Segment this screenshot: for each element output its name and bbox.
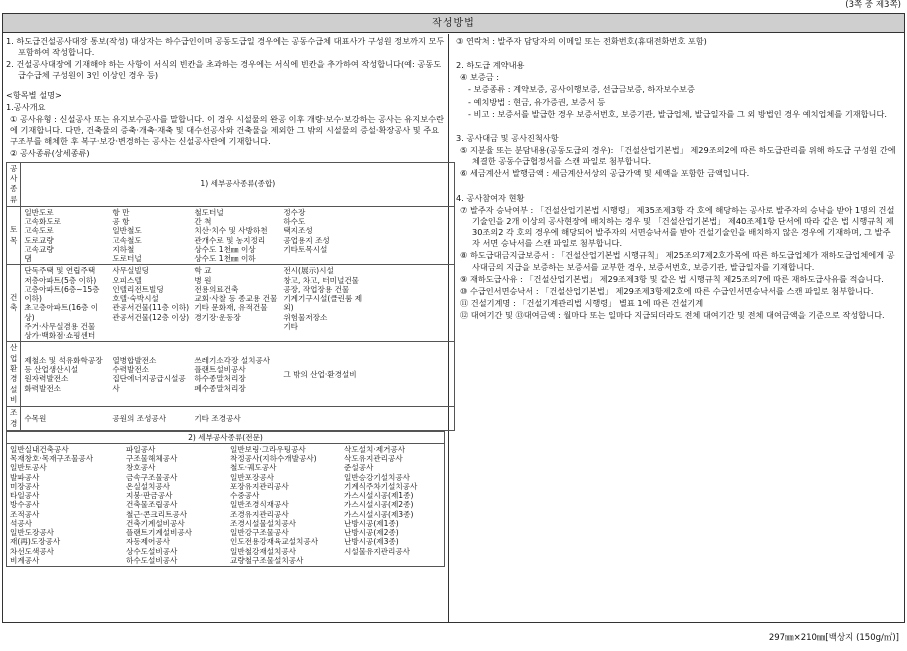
construction-item: 창고, 차고, 터미널건물 bbox=[283, 275, 360, 285]
item-column bbox=[283, 370, 365, 379]
construction-item: 기타 조경공사 bbox=[194, 413, 241, 423]
construction-item: 택지조성 bbox=[283, 226, 313, 236]
construction-item: 공장, 작업장용 건물 bbox=[283, 284, 350, 294]
item-11-machine-name: ⑪ 건설기계명 : 「건설기계관리법 시행령」 별표 1에 따른 건설기계 bbox=[460, 297, 704, 308]
specialty-item: 기계식주차기설치공사 bbox=[344, 481, 418, 491]
item-8-payment-guarantee: ⑧ 하도급대금지급보증서 : 「건설산업기본법 시행규칙」 제25조의7제2호가목에 따른 하도급업체가 재하도급업체에게 공사대금의 지급을 보증하는 보증서를 교부한 경우, 보증서번호, 보증기관, 발급일자를 기재합니다. bbox=[460, 250, 895, 272]
item-column bbox=[24, 356, 108, 393]
construction-item: 관공서건물(12층 이상) bbox=[112, 312, 190, 322]
specialty-item: 포장유지관리공사 bbox=[230, 481, 289, 491]
row-items bbox=[24, 208, 451, 264]
item-column bbox=[369, 266, 451, 340]
specialty-item: 난방시공(제3종) bbox=[344, 537, 399, 547]
specialty-item: 일반보링·그라우팅공사 bbox=[230, 444, 306, 454]
row-label: 토목 bbox=[7, 206, 21, 265]
specialty-item: 인도전용강재육교설치공사 bbox=[230, 537, 319, 547]
section-1-heading: 1.공사개요 bbox=[6, 101, 46, 112]
table1-row bbox=[7, 407, 455, 431]
item-column bbox=[194, 266, 279, 340]
specialty-column bbox=[126, 445, 226, 565]
specialty-item: 철도·궤도공사 bbox=[230, 463, 277, 473]
construction-item: 공 항 bbox=[112, 217, 130, 227]
specialty-item: 재(再)도장공사 bbox=[10, 537, 61, 547]
item-column bbox=[112, 356, 190, 393]
construction-item: 고속화도로 bbox=[24, 217, 62, 227]
construction-item: 관공서건물(11층 이하) bbox=[112, 303, 190, 313]
construction-item: 기타토목시설 bbox=[283, 244, 328, 254]
item-1-construction-type: ① 공사유형 : 신설공사 또는 유지보수공사를 말합니다. 이 경우 시설물의 완공 이후 개량·보수·보강하는 공사는 유지보수란에 기재합니다. 다만, 건축물의 증축·개축·재축 및 대수선공사와 건축물을 제외한 그 밖의 시설물의 증설·확장공사 및 주요구조부를 해체한 후 복구·보강·변경하는 공사는 신설공사란에 기재합니다. bbox=[10, 113, 444, 147]
construction-item: 수목원 bbox=[24, 413, 47, 423]
construction-item: 간 척 bbox=[194, 217, 212, 227]
specialty-item: 일반강구조물공사 bbox=[230, 528, 289, 538]
construction-item: 집단에너지공급시설공사 bbox=[112, 374, 186, 393]
construction-item: 공업용지 조성 bbox=[283, 235, 330, 245]
construction-item: 기타 문화재, 유적건물 bbox=[194, 303, 268, 313]
construction-item: 학 교 bbox=[194, 266, 212, 276]
specialty-item: 준설공사 bbox=[344, 463, 374, 473]
note-1: 1. 하도급건설공사대장 통보(작성) 대상자는 하수급인이며 공동도급일 경우에는 공동수급체 대표사가 구성원 정보까지 모두 포함하여 작성합니다. bbox=[6, 36, 445, 58]
specialty-grid bbox=[10, 445, 441, 565]
item-3-contact: ③ 연락처 : 발주자 담당자의 이메일 또는 전화번호(휴대전화번호 포함) bbox=[456, 36, 707, 46]
general-construction-table bbox=[6, 162, 455, 431]
specialty-item: 타일공사 bbox=[10, 491, 40, 501]
construction-item: 도로교량 bbox=[24, 235, 54, 245]
construction-item: 일반도로 bbox=[24, 207, 54, 217]
specialty-item: 지붕·판금공사 bbox=[126, 491, 173, 501]
construction-item: 지하철 bbox=[112, 244, 135, 254]
construction-item: 일반철도 bbox=[112, 226, 142, 236]
specialty-item: 파일공사 bbox=[126, 444, 156, 454]
construction-item: 교회·사찰 등 종교용 건물 bbox=[194, 294, 278, 304]
specialty-item: 건축물조립공사 bbox=[126, 500, 178, 510]
item-column bbox=[112, 414, 190, 423]
item-column bbox=[369, 414, 451, 423]
item-6-invoice: ⑥ 세금계산서 발행금액 : 세금계산서상의 공급가액 및 세액을 포함한 금액입니다. bbox=[460, 168, 750, 179]
construction-item: 쓰레기소각장 설치공사 bbox=[194, 355, 271, 365]
construction-item: 고속교량 bbox=[24, 244, 54, 254]
row-label: 산업 환경 설비 bbox=[7, 342, 21, 407]
item-column bbox=[283, 208, 365, 264]
specialty-item: 미장공사 bbox=[10, 481, 40, 491]
section-3-heading: 3. 공사대금 및 공사진척사항 bbox=[456, 132, 559, 143]
construction-item: 호텔·숙박시설 bbox=[112, 294, 159, 304]
specialty-item: 건축기계설비공사 bbox=[126, 518, 185, 528]
construction-item: 저층아파트(5층 이하) bbox=[24, 275, 97, 285]
specialty-item: 일반실내건축공사 bbox=[10, 444, 69, 454]
item-column bbox=[369, 208, 451, 264]
specialty-item: 일반승강기설치공사 bbox=[344, 472, 411, 482]
col-label: 공사 종류 bbox=[7, 162, 21, 206]
item-column bbox=[283, 414, 365, 423]
construction-item: 전용의료건축 bbox=[194, 284, 239, 294]
construction-item: 기계기구시설(클린룸 제외) bbox=[283, 294, 363, 313]
item-column bbox=[112, 266, 190, 340]
item-2-construction-kind: ② 공사종류(상세종류) bbox=[10, 148, 90, 159]
page-number: (3쪽 중 제3쪽) bbox=[845, 0, 901, 10]
construction-item: 초고층아파트(16층 이상) bbox=[24, 303, 99, 322]
specialty-item: 플랜트기계설비공사 bbox=[126, 528, 193, 538]
item-4-deposit: ④ 보증금 : bbox=[460, 72, 500, 83]
specialty-item: 가스시설시공(제2종) bbox=[344, 500, 414, 510]
item-heading: <항목별 설명> bbox=[6, 89, 62, 100]
construction-item: 인텔리전트빌딩 bbox=[112, 284, 164, 294]
specialty-item: 구조물해체공사 bbox=[126, 454, 178, 464]
section-2-heading: 2. 하도급 계약내용 bbox=[456, 60, 525, 71]
specialty-item: 수중공사 bbox=[230, 491, 260, 501]
specialty-item: 교량철구조물설치공사 bbox=[230, 555, 304, 565]
item-column bbox=[24, 266, 108, 340]
construction-item: 사무실빌딩 bbox=[112, 266, 150, 276]
section-4-heading: 4. 공사참여자 현황 bbox=[456, 192, 525, 203]
construction-item: 상가·백화점·쇼핑센터 bbox=[24, 331, 96, 341]
construction-item: 폐수종말처리장 bbox=[194, 383, 246, 393]
row-items bbox=[24, 356, 451, 393]
item-column bbox=[112, 208, 190, 264]
specialty-item: 시설물유지관리공사 bbox=[344, 546, 411, 556]
item-column bbox=[369, 356, 451, 393]
construction-item: 하수종말처리장 bbox=[194, 374, 246, 384]
row-items bbox=[24, 414, 451, 423]
table1-row bbox=[7, 342, 455, 407]
specialty-item: 삭도유지관리공사 bbox=[344, 454, 403, 464]
construction-item: 열병합발전소 bbox=[112, 355, 157, 365]
item-column bbox=[194, 208, 279, 264]
specialty-item: 가스시설시공(제3종) bbox=[344, 509, 414, 519]
specialty-item: 차선도색공사 bbox=[10, 546, 55, 556]
item-9-resubcontract-reason: ⑨ 재하도급사유 : 「건설산업기본법」 제29조제3항 및 같은 법 시행규칙 제25조의7에 따른 재하도급사유를 적습니다. bbox=[460, 273, 884, 284]
item-column bbox=[194, 356, 279, 393]
specialty-item: 일반철강재설치공사 bbox=[230, 546, 297, 556]
construction-item: 오피스텔 bbox=[112, 275, 142, 285]
table1-row bbox=[7, 206, 455, 265]
specialty-item: 석공사 bbox=[10, 518, 33, 528]
construction-item: 철도터널 bbox=[194, 207, 224, 217]
construction-item: 하수도 bbox=[283, 217, 306, 227]
construction-item: 관개수로 및 농지정리 bbox=[194, 235, 266, 245]
specialty-item: 삭도설치·제거공사 bbox=[344, 444, 406, 454]
construction-item: 원자력발전소 bbox=[24, 374, 69, 384]
construction-item: 고속철도 bbox=[112, 235, 142, 245]
construction-item: 제철소 및 석유화학공장 등 산업생산시설 bbox=[24, 355, 103, 374]
construction-item: 플랜트설비공사 bbox=[194, 365, 246, 374]
construction-item: 위험물저장소 bbox=[283, 312, 328, 322]
item-column bbox=[24, 414, 108, 423]
item-7-approval: ⑦ 발주자 승낙여부 : 「건설산업기본법 시행령」 제35조제3항 각 호에 해당하는 공사로 발주자의 승낙을 받아 1명의 건설기술인을 2개 이상의 공사현장에 배치하는 경우 및 「건설산업기본법」 제40조제1항 단서에 따라 같은 법 시행규칙 제30조의2 각 호의 경우에 해당되어 발주자의 서면승낙서를 받아 건설기술인을 배치하지 않은 경우에 기재하며, 그 발주자 서면 승낙서를 스캔 파일로 첨부합니다. bbox=[460, 204, 895, 249]
specialty-item: 착정공사(지하수개발공사) bbox=[230, 454, 317, 464]
paper-spec: 297㎜×210㎜[백상지 (150g/㎡)] bbox=[768, 633, 899, 644]
left-column bbox=[3, 34, 449, 622]
specialty-item: 자동제어공사 bbox=[126, 537, 171, 547]
construction-item: 주거·사무실겸용 건물 bbox=[24, 321, 96, 331]
item-column bbox=[194, 414, 279, 423]
instructions-frame bbox=[2, 13, 905, 623]
construction-item: 상수도 1천㎜ 이하 bbox=[194, 254, 256, 264]
right-column bbox=[450, 34, 904, 622]
specialty-item: 일반토공사 bbox=[10, 463, 47, 473]
specialty-item: 철근·콘크리트공사 bbox=[126, 509, 188, 519]
item-10-written-consent: ⑩ 수급인서면승낙서 : 「건설산업기본법」 제29조제3항제2호에 따른 수급인서면승낙서를 스캔 파일로 첨부합니다. bbox=[460, 285, 874, 296]
item-5-share: ⑤ 지분율 또는 분담내용(공동도급의 경우): 「건설산업기본법」 제29조의2에 따른 하도급관리를 위해 하도급 구성원 간에 체결한 공동수급협정서를 스캔 파일로 첨부합니다. bbox=[460, 145, 896, 167]
construction-item: 정수장 bbox=[283, 207, 306, 217]
specialty-item: 일반포장공사 bbox=[230, 472, 275, 482]
construction-item: 그 밖의 산업·환경설비 bbox=[283, 369, 357, 379]
table2-header: 2) 세부공사종류(전문) bbox=[7, 431, 445, 443]
construction-item: 전시(展示)시설 bbox=[283, 266, 334, 276]
construction-item: 치산·치수 및 사방하천 bbox=[194, 226, 268, 236]
specialty-item: 난방시공(제1종) bbox=[344, 518, 399, 528]
deposit-bullet-2: - 예치방법 : 현금, 유가증권, 보증서 등 bbox=[468, 96, 606, 107]
table1-row bbox=[7, 265, 455, 342]
row-items bbox=[24, 266, 451, 340]
construction-item: 도로터널 bbox=[112, 254, 142, 264]
specialty-column bbox=[230, 445, 340, 565]
construction-item: 상수도 1천㎜ 이상 bbox=[194, 244, 256, 254]
specialty-item: 방수공사 bbox=[10, 500, 40, 510]
specialty-item: 일반조경식재공사 bbox=[230, 500, 289, 510]
page-title: 작성방법 bbox=[3, 14, 904, 33]
item-column bbox=[24, 208, 108, 264]
item-column bbox=[283, 266, 365, 340]
specialty-item: 가스시설시공(제1종) bbox=[344, 491, 414, 501]
construction-item: 고속도로 bbox=[24, 226, 54, 236]
construction-item: 댐 bbox=[24, 254, 32, 264]
construction-item: 수력발전소 bbox=[112, 365, 150, 374]
construction-item: 화력발전소 bbox=[24, 383, 62, 393]
deposit-bullet-3: - 비고 : 보증서를 발급한 경우 보증서번호, 보증기관, 발급업체, 발급일자를 그 외 방법인 경우 예치업체를 기재합니다. bbox=[468, 108, 887, 119]
specialty-item: 일반도장공사 bbox=[10, 528, 55, 538]
specialty-construction-table bbox=[6, 431, 445, 567]
row-label: 건축 bbox=[7, 265, 21, 342]
construction-item: 단독주택 및 연립주택 bbox=[24, 266, 96, 276]
specialty-item: 목재창호·목재구조물공사 bbox=[10, 454, 94, 464]
row-label: 조경 bbox=[7, 407, 21, 431]
specialty-item: 발파공사 bbox=[10, 472, 40, 482]
specialty-column bbox=[344, 445, 434, 565]
specialty-item: 창호공사 bbox=[126, 463, 156, 473]
specialty-item: 조적공사 bbox=[10, 509, 40, 519]
construction-item: 경기장·운동장 bbox=[194, 312, 241, 322]
construction-item: 항 만 bbox=[112, 207, 130, 217]
specialty-column bbox=[10, 445, 122, 565]
construction-item: 공원의 조성공사 bbox=[112, 413, 167, 423]
note-2: 2. 건설공사대장에 기재해야 하는 사항이 서식의 빈칸을 초과하는 경우에는 서식에 빈칸을 추가하여 작성합니다(예: 공동도급수급체 구성원이 3인 이상인 경우 등) bbox=[6, 59, 442, 81]
specialty-item: 하수도설비공사 bbox=[126, 555, 178, 565]
specialty-item: 상수도설비공사 bbox=[126, 546, 178, 556]
construction-item: 고층아파트(6층~15층 이하) bbox=[24, 284, 100, 304]
specialty-item: 난방시공(제2종) bbox=[344, 528, 399, 538]
item-12-rental: ⑫ 대여기간 및 ⑬대여금액 : 월마다 또는 일마다 지급되더라도 전체 대여기간 및 전체 대여금액을 기준으로 작성합니다. bbox=[460, 310, 885, 321]
table1-header: 1) 세부공사종류(종합) bbox=[21, 162, 455, 206]
specialty-item: 비계공사 bbox=[10, 555, 40, 565]
specialty-item: 조경시설물설치공사 bbox=[230, 518, 297, 528]
construction-item: 기타 bbox=[283, 321, 299, 331]
deposit-bullet-1: - 보증종류 : 계약보증, 공사이행보증, 선급금보증, 하자보수보증 bbox=[468, 84, 695, 95]
specialty-item: 조경유지관리공사 bbox=[230, 509, 289, 519]
specialty-item: 온실설치공사 bbox=[126, 481, 171, 491]
construction-item: 병 원 bbox=[194, 275, 212, 285]
specialty-item: 금속구조물공사 bbox=[126, 472, 178, 482]
